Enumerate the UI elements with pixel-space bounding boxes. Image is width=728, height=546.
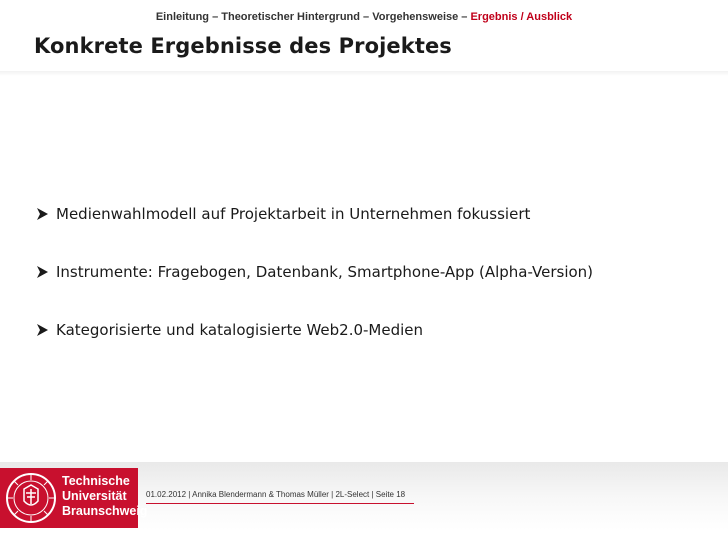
logo-line: Universität — [62, 489, 127, 503]
nav-item-vorgehensweise: Vorgehensweise – — [372, 11, 471, 23]
bullet-text: Medienwahlmodell auf Projektarbeit in Unternehmen fokussiert — [56, 205, 531, 223]
university-seal-icon — [4, 471, 58, 525]
logo-line: Technische — [62, 474, 130, 488]
title-divider — [0, 71, 728, 76]
logo-line: Braunschweig — [62, 504, 148, 518]
bullet-text: Instrumente: Fragebogen, Datenbank, Smartphone-App (Alpha-Version) — [56, 263, 594, 281]
nav-item-hintergrund: – Theoretischer Hintergrund – — [212, 11, 373, 23]
bullet-text: Kategorisierte und katalogisierte Web2.0-Medien — [56, 321, 424, 339]
bullet-list — [36, 205, 593, 379]
footer-text: 01.02.2012 | Annika Blendermann & Thomas Müller | 2L-Select | Seite 18 — [146, 490, 406, 499]
footer-underline — [146, 503, 414, 504]
nav-item-einleitung: Einleitung — [155, 11, 213, 23]
arrow-bullet-icon — [36, 207, 49, 221]
bullet-item — [36, 321, 593, 379]
university-logo — [0, 468, 148, 528]
arrow-bullet-icon — [36, 323, 49, 337]
section-navigation — [0, 11, 728, 23]
arrow-bullet-icon — [36, 265, 49, 279]
slide-title: Konkrete Ergebnisse des Projektes — [34, 34, 452, 58]
bullet-item — [36, 205, 593, 263]
bullet-item — [36, 263, 593, 321]
logo-wordmark — [62, 474, 147, 519]
nav-item-ergebnis-active: Ergebnis / Ausblick — [470, 11, 573, 23]
